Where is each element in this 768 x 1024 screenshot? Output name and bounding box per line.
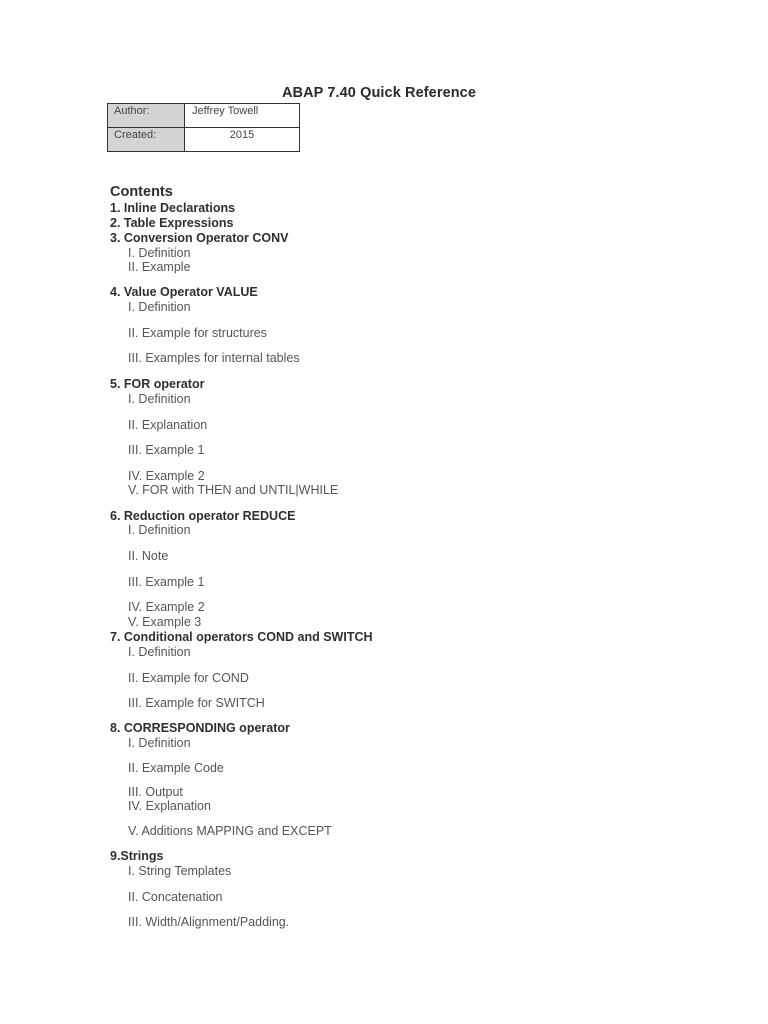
toc-section-8[interactable]: 8. CORRESPONDING operator [110, 721, 290, 735]
toc-section-7[interactable]: 7. Conditional operators COND and SWITCH [110, 630, 373, 644]
toc-item-8-1[interactable]: I. Definition [128, 736, 191, 750]
toc-item-5-1[interactable]: I. Definition [128, 392, 191, 406]
toc-section-4[interactable]: 4. Value Operator VALUE [110, 285, 258, 299]
toc-item-5-4[interactable]: IV. Example 2 [128, 469, 205, 483]
toc-item-8-3[interactable]: III. Output [128, 785, 183, 799]
toc-section-1[interactable]: 1. Inline Declarations [110, 201, 236, 215]
toc-section-6[interactable]: 6. Reduction operator REDUCE [110, 509, 296, 523]
toc-item-7-1[interactable]: I. Definition [128, 645, 191, 659]
toc-item-6-5[interactable]: V. Example 3 [128, 615, 202, 629]
toc-item-9-2[interactable]: II. Concatenation [128, 890, 223, 904]
toc-item-6-1[interactable]: I. Definition [128, 523, 191, 537]
toc-item-9-1[interactable]: I. String Templates [128, 864, 232, 878]
toc-item-4-1[interactable]: I. Definition [128, 300, 191, 314]
created-value: 2015 [185, 128, 300, 152]
toc-item-7-2[interactable]: II. Example for COND [128, 671, 249, 685]
author-value: Jeffrey Towell [185, 104, 300, 128]
toc-item-6-3[interactable]: III. Example 1 [128, 575, 205, 589]
toc-item-9-3[interactable]: III. Width/Alignment/Padding. [128, 915, 290, 929]
contents-heading: Contents [110, 184, 173, 200]
toc-item-8-2[interactable]: II. Example Code [128, 761, 224, 775]
toc-item-6-2[interactable]: II. Note [128, 549, 169, 563]
toc-item-7-3[interactable]: III. Example for SWITCH [128, 696, 265, 710]
toc-item-6-4[interactable]: IV. Example 2 [128, 600, 205, 614]
toc-item-3-1[interactable]: I. Definition [128, 246, 191, 260]
created-label: Created: [108, 128, 185, 152]
author-label: Author: [108, 104, 185, 128]
toc-section-3[interactable]: 3. Conversion Operator CONV [110, 231, 289, 245]
toc-item-8-4[interactable]: IV. Explanation [128, 799, 211, 813]
toc-section-9[interactable]: 9.Strings [110, 849, 164, 863]
toc-item-4-3[interactable]: III. Examples for internal tables [128, 351, 300, 365]
toc-item-3-2[interactable]: II. Example [128, 260, 191, 274]
toc-item-8-5[interactable]: V. Additions MAPPING and EXCEPT [128, 824, 332, 838]
toc-item-4-2[interactable]: II. Example for structures [128, 326, 267, 340]
document-title: ABAP 7.40 Quick Reference [281, 85, 477, 101]
toc-item-5-5[interactable]: V. FOR with THEN and UNTIL|WHILE [128, 483, 339, 497]
toc-item-5-2[interactable]: II. Explanation [128, 418, 208, 432]
toc-section-2[interactable]: 2. Table Expressions [110, 216, 234, 230]
toc-section-5[interactable]: 5. FOR operator [110, 377, 205, 391]
toc-item-5-3[interactable]: III. Example 1 [128, 443, 205, 457]
